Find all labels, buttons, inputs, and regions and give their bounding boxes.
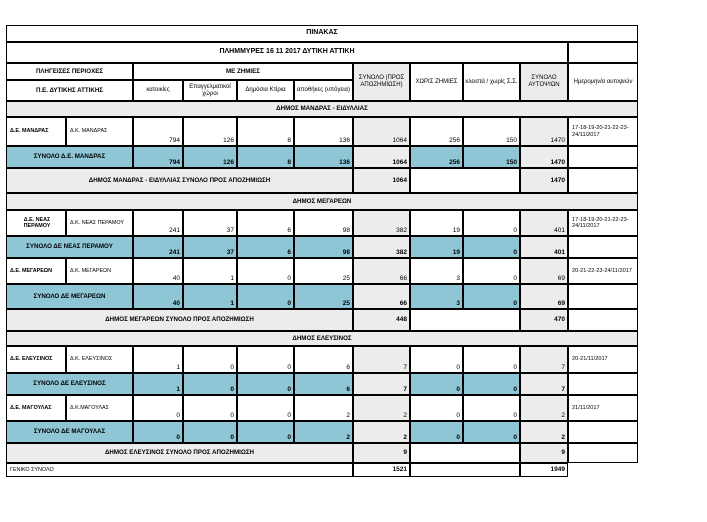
total-cell: 0	[463, 236, 520, 258]
total-cell: 7	[353, 373, 410, 395]
total-cell: 7	[520, 373, 568, 395]
value-cell: 0	[463, 258, 520, 284]
value-cell: 25	[294, 258, 353, 284]
inspection-dates: 17-18-19-20-21-22-23-24/11/2017	[568, 117, 638, 146]
subtitle-spacer	[568, 42, 638, 63]
value-cell: 0	[237, 346, 294, 373]
value-cell: 401	[520, 210, 568, 236]
total-cell: 25	[294, 284, 353, 309]
value-cell: 126	[183, 117, 237, 146]
value-cell: 69	[520, 258, 568, 284]
header-public: Δημόσια Κτίρια	[237, 80, 294, 101]
total-cell: 150	[463, 146, 520, 168]
value-cell: 382	[353, 210, 410, 236]
total-cell: 1	[133, 373, 183, 395]
total-dates-spacer	[568, 236, 638, 258]
value-cell: 0	[183, 346, 237, 373]
total-dates-spacer	[568, 146, 638, 168]
community-name: Δ.Κ.ΜΑΓΟΥΛΑΣ	[66, 395, 133, 421]
municipality-summary-total: 448	[353, 309, 410, 331]
total-dates-spacer	[568, 421, 638, 443]
municipality-summary-inspections: 1470	[520, 168, 568, 193]
unit-total-label: ΣΥΝΟΛΟ ΔΕ ΜΑΓΟΥΛΑΣ	[6, 421, 133, 443]
total-cell: 40	[133, 284, 183, 309]
total-cell: 2	[353, 421, 410, 443]
summary-dates-spacer	[568, 168, 638, 193]
value-cell: 0	[463, 346, 520, 373]
unit-total-label: ΣΥΝΟΛΟ Δ.Ε. ΜΑΝΔΡΑΣ	[6, 146, 133, 168]
header-with-damage: ΜΕ ΖΗΜΙΕΣ	[133, 63, 353, 80]
total-cell: 0	[410, 421, 463, 443]
municipality-title: ΔΗΜΟΣ ΜΑΝΔΡΑΣ - ΕΙΔΥΛΛΙΑΣ	[6, 101, 638, 117]
community-name: Δ.Κ. ΜΕΓΑΡΕΩΝ	[66, 258, 133, 284]
value-cell: 136	[294, 117, 353, 146]
summary-spacer	[410, 443, 520, 463]
community-name: Δ.Κ. ΜΑΝΔΡΑΣ	[66, 117, 133, 146]
total-cell: 241	[133, 236, 183, 258]
value-cell: 1	[183, 258, 237, 284]
total-cell: 794	[133, 146, 183, 168]
municipality-summary-total: 9	[353, 443, 410, 463]
total-cell: 0	[183, 373, 237, 395]
summary-dates-spacer	[568, 309, 638, 331]
value-cell: 3	[410, 258, 463, 284]
unit-name: Δ.Ε. ΜΑΝΔΡΑΣ	[6, 117, 66, 146]
header-unit: Π.Ε. ΔΥΤΙΚΗΣ ΑΤΤΙΚΗΣ	[6, 80, 133, 101]
value-cell: 7	[353, 346, 410, 373]
value-cell: 66	[353, 258, 410, 284]
grand-total-inspections: 1949	[520, 463, 568, 477]
header-closed: κλειστά / χωρίς Σ.Σ.	[463, 63, 520, 101]
total-cell: 0	[237, 284, 294, 309]
unit-total-label: ΣΥΝΟΛΟ ΔΕ ΝΕΑΣ ΠΕΡΑΜΟΥ	[6, 236, 133, 258]
unit-total-label: ΣΥΝΟΛΟ ΔΕ ΕΛΕΥΣΙΝΟΣ	[6, 373, 133, 395]
value-cell: 150	[463, 117, 520, 146]
grand-total-label: ΓΕΝΙΚΟ ΣΥΝΟΛΟ	[6, 463, 353, 477]
total-cell: 126	[183, 146, 237, 168]
grand-total-spacer	[410, 463, 520, 477]
total-cell: 401	[520, 236, 568, 258]
total-cell: 2	[520, 421, 568, 443]
municipality-summary-label: ΔΗΜΟΣ ΜΕΓΑΡΕΩΝ ΣΥΝΟΛΟ ΠΡΟΣ ΑΠΟΖΗΜΙΩΣΗ	[6, 309, 353, 331]
total-cell: 6	[237, 236, 294, 258]
value-cell: 1064	[353, 117, 410, 146]
total-cell: 382	[353, 236, 410, 258]
total-cell: 69	[520, 284, 568, 309]
total-cell: 3	[410, 284, 463, 309]
total-cell: 19	[410, 236, 463, 258]
total-cell: 6	[294, 373, 353, 395]
header-total: ΣΥΝΟΛΟ (ΠΡΟΣ ΑΠΟΖΗΜΙΩΣΗ)	[353, 63, 410, 101]
unit-name: Δ.Ε. ΝΕΑΣ ΠΕΡΑΜΟΥ	[6, 210, 66, 236]
value-cell: 8	[237, 117, 294, 146]
value-cell: 1	[133, 346, 183, 373]
value-cell: 2	[520, 395, 568, 421]
unit-name: Δ.Ε. ΕΛΕΥΣΙΝΟΣ	[6, 346, 66, 373]
total-cell: 0	[463, 373, 520, 395]
value-cell: 0	[410, 395, 463, 421]
value-cell: 256	[410, 117, 463, 146]
header-areas: ΠΛΗΓΕΙΣΕΣ ΠΕΡΙΟΧΕΣ	[6, 63, 133, 80]
grand-total-value: 1521	[353, 463, 410, 477]
municipality-summary-inspections: 9	[520, 443, 568, 463]
total-cell: 0	[410, 373, 463, 395]
unit-name: Δ.Ε. ΜΑΓΟΥΛΑΣ	[6, 395, 66, 421]
header-inspections: ΣΥΝΟΛΟ ΑΥΤΟΨΙΩΝ	[520, 63, 568, 101]
value-cell: 1470	[520, 117, 568, 146]
municipality-summary-total: 1064	[353, 168, 410, 193]
value-cell: 0	[237, 258, 294, 284]
value-cell: 2	[294, 395, 353, 421]
summary-spacer	[410, 168, 520, 193]
total-cell: 0	[183, 421, 237, 443]
value-cell: 7	[520, 346, 568, 373]
value-cell: 0	[133, 395, 183, 421]
header-dates: Ημερομηνία αυτοψιών	[568, 63, 638, 101]
value-cell: 6	[237, 210, 294, 236]
header-homes: κατοικίες	[133, 80, 183, 101]
summary-dates-spacer	[568, 443, 638, 463]
total-cell: 1470	[520, 146, 568, 168]
value-cell: 0	[463, 395, 520, 421]
total-cell: 0	[463, 421, 520, 443]
header-storage: αποθήκες (υπόγεια)	[294, 80, 353, 101]
value-cell: 37	[183, 210, 237, 236]
value-cell: 794	[133, 117, 183, 146]
inspection-dates: 17-18-19-20-21-22-23-24/11/2017	[568, 210, 638, 236]
total-cell: 1064	[353, 146, 410, 168]
municipality-title: ΔΗΜΟΣ ΕΛΕΥΣΙΝΟΣ	[6, 331, 638, 346]
municipality-title: ΔΗΜΟΣ ΜΕΓΑΡΕΩΝ	[6, 193, 638, 210]
total-cell: 8	[237, 146, 294, 168]
header-professional: Επαγγελματικοί χώροι	[183, 80, 237, 101]
table-title: ΠΙΝΑΚΑΣ	[6, 25, 638, 42]
summary-spacer	[410, 309, 520, 331]
total-dates-spacer	[568, 373, 638, 395]
value-cell: 6	[294, 346, 353, 373]
municipality-summary-label: ΔΗΜΟΣ ΜΑΝΔΡΑΣ - ΕΙΔΥΛΛΙΑΣ ΣΥΝΟΛΟ ΠΡΟΣ ΑΠΟΖΗΜΙΩΣΗ	[6, 168, 353, 193]
value-cell: 19	[410, 210, 463, 236]
inspection-dates: 21/11/2017	[568, 395, 638, 421]
total-cell: 2	[294, 421, 353, 443]
value-cell: 0	[183, 395, 237, 421]
value-cell: 2	[353, 395, 410, 421]
total-cell: 66	[353, 284, 410, 309]
value-cell: 0	[463, 210, 520, 236]
total-cell: 0	[237, 421, 294, 443]
municipality-summary-inspections: 470	[520, 309, 568, 331]
value-cell: 0	[410, 346, 463, 373]
total-cell: 0	[463, 284, 520, 309]
unit-name: Δ.Ε. ΜΕΓΑΡΕΩΝ	[6, 258, 66, 284]
total-cell: 0	[237, 373, 294, 395]
value-cell: 98	[294, 210, 353, 236]
community-name: Δ.Κ. ΕΛΕΥΣΙΝΟΣ	[66, 346, 133, 373]
community-name: Δ.Κ. ΝΕΑΣ ΠΕΡΑΜΟΥ	[66, 210, 133, 236]
value-cell: 241	[133, 210, 183, 236]
total-cell: 1	[183, 284, 237, 309]
total-cell: 0	[133, 421, 183, 443]
total-cell: 37	[183, 236, 237, 258]
total-cell: 256	[410, 146, 463, 168]
value-cell: 40	[133, 258, 183, 284]
total-dates-spacer	[568, 284, 638, 309]
inspection-dates: 20-21-22-23-24/11/2017	[568, 258, 638, 284]
total-cell: 98	[294, 236, 353, 258]
table-subtitle: ΠΛΗΜΜΥΡΕΣ 16 11 2017 ΔΥΤΙΚΗ ΑΤΤΙΚΗ	[6, 42, 568, 63]
header-no-damage: ΧΩΡΙΣ ΖΗΜΙΕΣ	[410, 63, 463, 101]
inspection-dates: 20-21/11/2017	[568, 346, 638, 373]
value-cell: 0	[237, 395, 294, 421]
total-cell: 136	[294, 146, 353, 168]
municipality-summary-label: ΔΗΜΟΣ ΕΛΕΥΣΙΝΟΣ ΣΥΝΟΛΟ ΠΡΟΣ ΑΠΟΖΗΜΙΩΣΗ	[6, 443, 353, 463]
unit-total-label: ΣΥΝΟΛΟ ΔΕ ΜΕΓΑΡΕΩΝ	[6, 284, 133, 309]
